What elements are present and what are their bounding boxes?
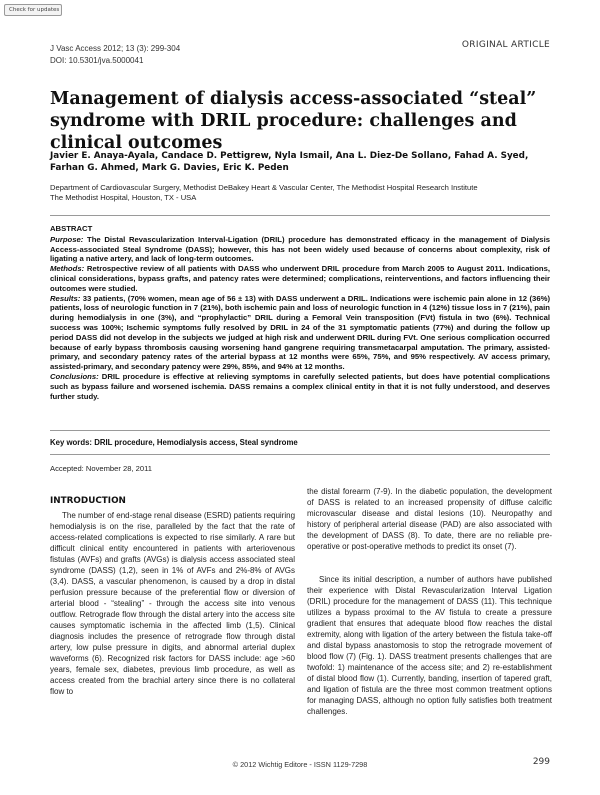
affiliation bbox=[50, 183, 560, 203]
abstract-results bbox=[50, 294, 550, 372]
abstract-heading: ABSTRACT bbox=[50, 224, 93, 233]
introduction-heading: INTRODUCTION bbox=[50, 496, 126, 506]
author-line: Farhan G. Ahmed, Mark G. Davies, Eric K. Peden bbox=[50, 163, 289, 173]
methods-text: Retrospective review of all patients with DASS who underwent DRIL procedure from March 2005 to August 2011. Indications, clinical considerations, bypass grafts, and patency rates were determined; complications, reinterventions, and factors influencing their outcomes were studied. bbox=[50, 264, 550, 293]
conclusions-label: Conclusions: bbox=[50, 371, 99, 381]
body-column-right-bottom: Since its initial description, a number of authors have published their experience with Distal Revascularization Interval Ligation (DRIL) procedure for the management of DASS (11). This technique utilizes a bypass proximal to the AV fistula to create a pressure gradient that ensures that adequate blood flow reaches the distal extremity, along with ligation of the artery between the fistula take-off and distal bypass anastomosis to stop the retrograde movement of blood flow (7) (Fig. 1). DASS treatment presents challenges that are twofold: 1) maintenance of the access site; and 2) re-establishment of distal blood flow (1). Currently, banding, insertion of tapered graft, and ligation of fistula are the three most common treatment options for managing DASS, although no option fully satisfies both treatment challenges. bbox=[307, 575, 552, 716]
affiliation-line: Department of Cardiovascular Surgery, Methodist DeBakey Heart & Vascular Center, The Methodist Hospital Research Institute bbox=[50, 183, 478, 192]
results-text: 33 patients, (70% women, mean age of 56 ± 13) with DASS underwent a DRIL. Indications were ischemic pain alone in 12 (36%) patients, loss of neurologic function in 7 (21%), both ischemic pain and loss of neurologic function in 4 (12%) tissue loss in 7 (21%), pain during hemodialysis in one (3%), and “prophylactic” DRIL during a Femoral Vein transposition (FVt) fistula in two (6%). Technical success was 100%; Ischemic symptoms fully resolved by DRIL in 24 of the 31 symptomatic patients (77%) and during the follow up period DASS did not develop in the subjects we judged at high risk and underwent DRIL during FVt. One serious complication occurred because of early bypass thrombosis causing worsening hand gangrene requiring transmetacarpal amputation. The primary, assisted-primary, and secondary patency rates of the arterial bypass at 12 months were 65%, 75%, and 95% respectively. AV access primary, assisted-primary, and secondary patency were 29%, 85%, and 94% at 12 months. bbox=[50, 293, 550, 372]
publisher-footer: © 2012 Wichtig Editore - ISSN 1129-7298 bbox=[232, 760, 368, 769]
results-label: Results: bbox=[50, 293, 81, 303]
doi: DOI: 10.5301/jva.5000041 bbox=[50, 56, 144, 65]
purpose-label: Purpose: bbox=[50, 234, 84, 244]
badge-label: Check for updates bbox=[9, 7, 60, 13]
check-for-updates-badge[interactable] bbox=[4, 4, 62, 16]
abstract-methods bbox=[50, 264, 550, 293]
page-number: 299 bbox=[532, 757, 550, 767]
body-column-right-top: the distal forearm (7-9). In the diabetic population, the development of DASS is related to an increased propensity of diffuse calcific microvascular disease and distal lesions (10). Neuropathy and history of peripheral arterial disease (PAD) are also associated with the development of DASS (8). To date, there are no reliable pre-operative or post-operative methods to predict its onset (7). bbox=[307, 487, 552, 551]
body-column-left: The number of end-stage renal disease (ESRD) patients requiring hemodialysis is on the rise, paralleled by the fact that the rate of access-related complications is expected to rise similarly. A rare but difficult clinical entity encountered in patients with arteriovenous fistulas (AVFs) and grafts (AVGs) is dialysis access associated steal syndrome (DASS) (1,2), seen in 1% of AVFs and 2%-8% of AVGs (3,4). DASS, a vascular phenomenon, is caused by a drop in distal perfusion pressure because of the preferential flow or diversion of arterial blood - “stealing” - through the access site into venous outflow. Retrograde flow through the distal artery into the access site causes symptomatic ischemia in the affected limb (1,5). Clinical diagnosis includes the presence of retrograde flow through distal artery, low pulse pressure in digits, and abnormal arterial duplex waveforms (6). Recognized risk factors for DASS include: age >60 years, female sex, diabetes, previous limb procedure, as well as access created from the brachial artery since there is no collateral flow to bbox=[50, 511, 296, 696]
abstract bbox=[50, 224, 550, 401]
affiliation-line: The Methodist Hospital, Houston, TX - USA bbox=[50, 193, 197, 202]
article-type: ORIGINAL ARTICLE bbox=[461, 40, 550, 50]
divider bbox=[50, 430, 550, 431]
keywords: Key words: DRIL procedure, Hemodialysis access, Steal syndrome bbox=[50, 438, 298, 447]
journal-citation: J Vasc Access 2012; 13 (3): 299-304 bbox=[50, 44, 181, 53]
methods-label: Methods: bbox=[50, 264, 85, 274]
purpose-text: The Distal Revascularization Interval-Ligation (DRIL) procedure has demonstrated efficacy in the management of Dialysis Access-associated Steal Syndrome (DASS); however, this has not been widely used because of concerns about complexity, risk of ligating a native artery, and lack of long-term outcomes. bbox=[50, 234, 550, 264]
author-line: Javier E. Anaya-Ayala, Candace D. Pettigrew, Nyla Ismail, Ana L. Diez-De Sollano, Fahad A. Syed, bbox=[50, 151, 529, 161]
article-title: Management of dialysis access-associated “steal” syndrome with DRIL procedure: challenges and clinical outcomes bbox=[50, 89, 537, 153]
conclusions-text: DRIL procedure is effective at relieving symptoms in carefully selected patients, but does have potential complications such as bypass failure and worsened ischemia. DASS remains a complex clinical entity in that it is not fully understood, and deserves further study. bbox=[50, 371, 550, 401]
divider bbox=[50, 215, 550, 216]
abstract-conclusions bbox=[50, 372, 550, 401]
divider bbox=[50, 454, 550, 455]
accepted-date: Accepted: November 28, 2011 bbox=[50, 464, 153, 473]
author-list bbox=[50, 150, 560, 174]
abstract-purpose bbox=[50, 235, 550, 264]
